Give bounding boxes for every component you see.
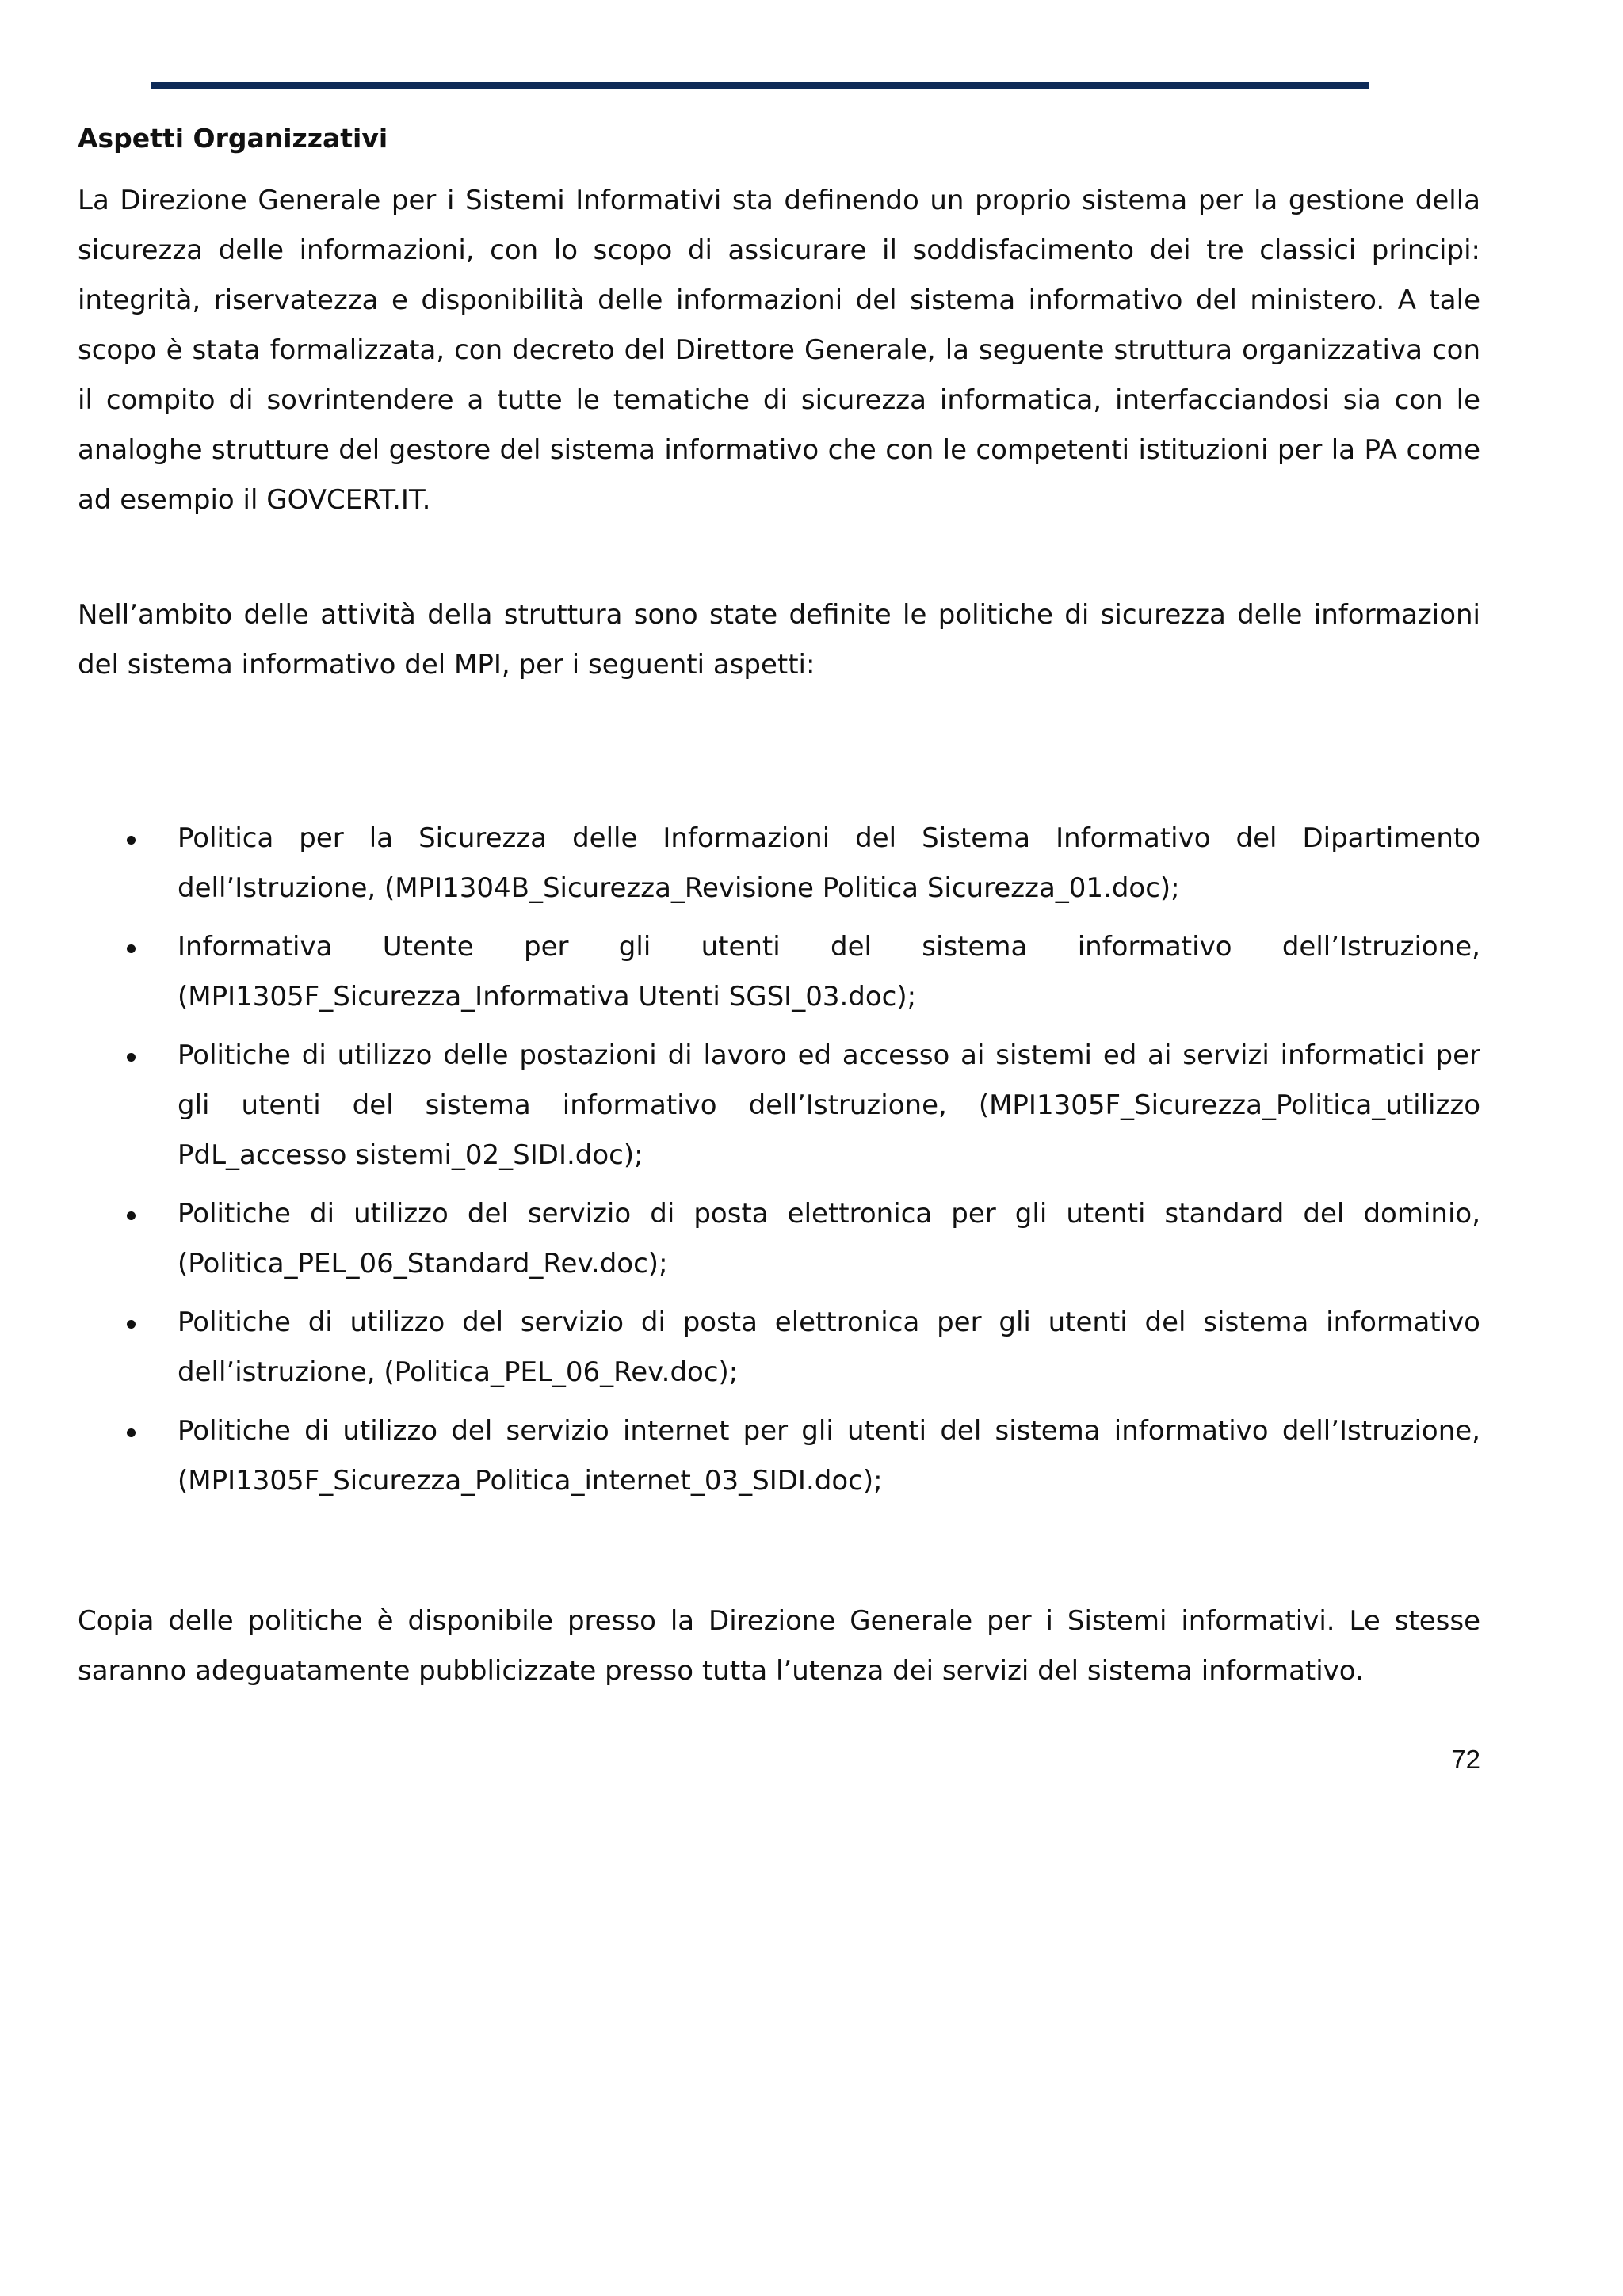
bullet-icon bbox=[127, 836, 136, 845]
list-item-text: Politiche di utilizzo del servizio internet per gli utenti del sistema informativo dell’Istruzione, (MPI1305F_Sicurezza_Politica_internet_03_SIDI.doc); bbox=[178, 1415, 1480, 1497]
header-rule bbox=[151, 82, 1369, 89]
list-item-text: Politiche di utilizzo del servizio di posta elettronica per gli utenti del sistema informativo dell’istruzione, (Politica_PEL_06_Rev.doc); bbox=[178, 1306, 1480, 1388]
list-item bbox=[78, 1406, 1480, 1506]
list-item bbox=[78, 1031, 1480, 1180]
list-item-text: Politiche di utilizzo delle postazioni di lavoro ed accesso ai sistemi ed ai servizi informatici per gli utenti del sistema informativo dell’Istruzione, (MPI1305F_Sicurezza_Politica_utilizzo PdL_accesso sistemi_02_SIDI.doc); bbox=[178, 1039, 1480, 1171]
list-item-text: Informativa Utente per gli utenti del sistema informativo dell’Istruzione, (MPI1305F_Sicurezza_Informativa Utenti SGSI_03.doc); bbox=[178, 931, 1480, 1013]
list-item-text: Politica per la Sicurezza delle Informazioni del Sistema Informativo del Dipartimento dell’Istruzione, (MPI1304B_Sicurezza_Revisione Politica Sicurezza_01.doc); bbox=[178, 822, 1480, 904]
list-item-text: Politiche di utilizzo del servizio di posta elettronica per gli utenti standard del dominio, (Politica_PEL_06_Standard_Rev.doc); bbox=[178, 1198, 1480, 1280]
bullet-icon bbox=[127, 944, 136, 953]
list-item bbox=[78, 1189, 1480, 1289]
closing-paragraph: Copia delle politiche è disponibile presso la Direzione Generale per i Sistemi informativi. Le stesse saranno adeguatamente pubblicizzate presso tutta l’utenza dei servizi del sistema informativo. bbox=[78, 1605, 1480, 1687]
document-body bbox=[78, 119, 1480, 1696]
bullet-icon bbox=[127, 1428, 136, 1437]
bullet-icon bbox=[127, 1053, 136, 1062]
policies-list bbox=[78, 814, 1480, 1506]
policies-intro-paragraph: Nell’ambito delle attività della struttura sono state definite le politiche di sicurezza delle informazioni del sistema informativo del MPI, per i seguenti aspetti: bbox=[78, 599, 1480, 681]
page-number: 72 bbox=[1451, 1745, 1480, 1774]
list-item bbox=[78, 814, 1480, 913]
list-item bbox=[78, 1298, 1480, 1398]
section-heading: Aspetti Organizzativi bbox=[78, 123, 388, 154]
intro-paragraph: La Direzione Generale per i Sistemi Informativi sta definendo un proprio sistema per la gestione della sicurezza delle informazioni, con lo scopo di assicurare il soddisfacimento dei tre classici principi: integrità, riservatezza e disponibilità delle informazioni del sistema informativo del ministero. A tale scopo è stata formalizzata, con decreto del Direttore Generale, la seguente struttura organizzativa con il compito di sovrintendere a tutte le tematiche di sicurezza informatica, interfacciandosi sia con le analoghe strutture del gestore del sistema informativo che con le competenti istituzioni per la PA come ad esempio il GOVCERT.IT. bbox=[78, 185, 1480, 516]
bullet-icon bbox=[127, 1320, 136, 1329]
list-item bbox=[78, 922, 1480, 1022]
bullet-icon bbox=[127, 1211, 136, 1220]
